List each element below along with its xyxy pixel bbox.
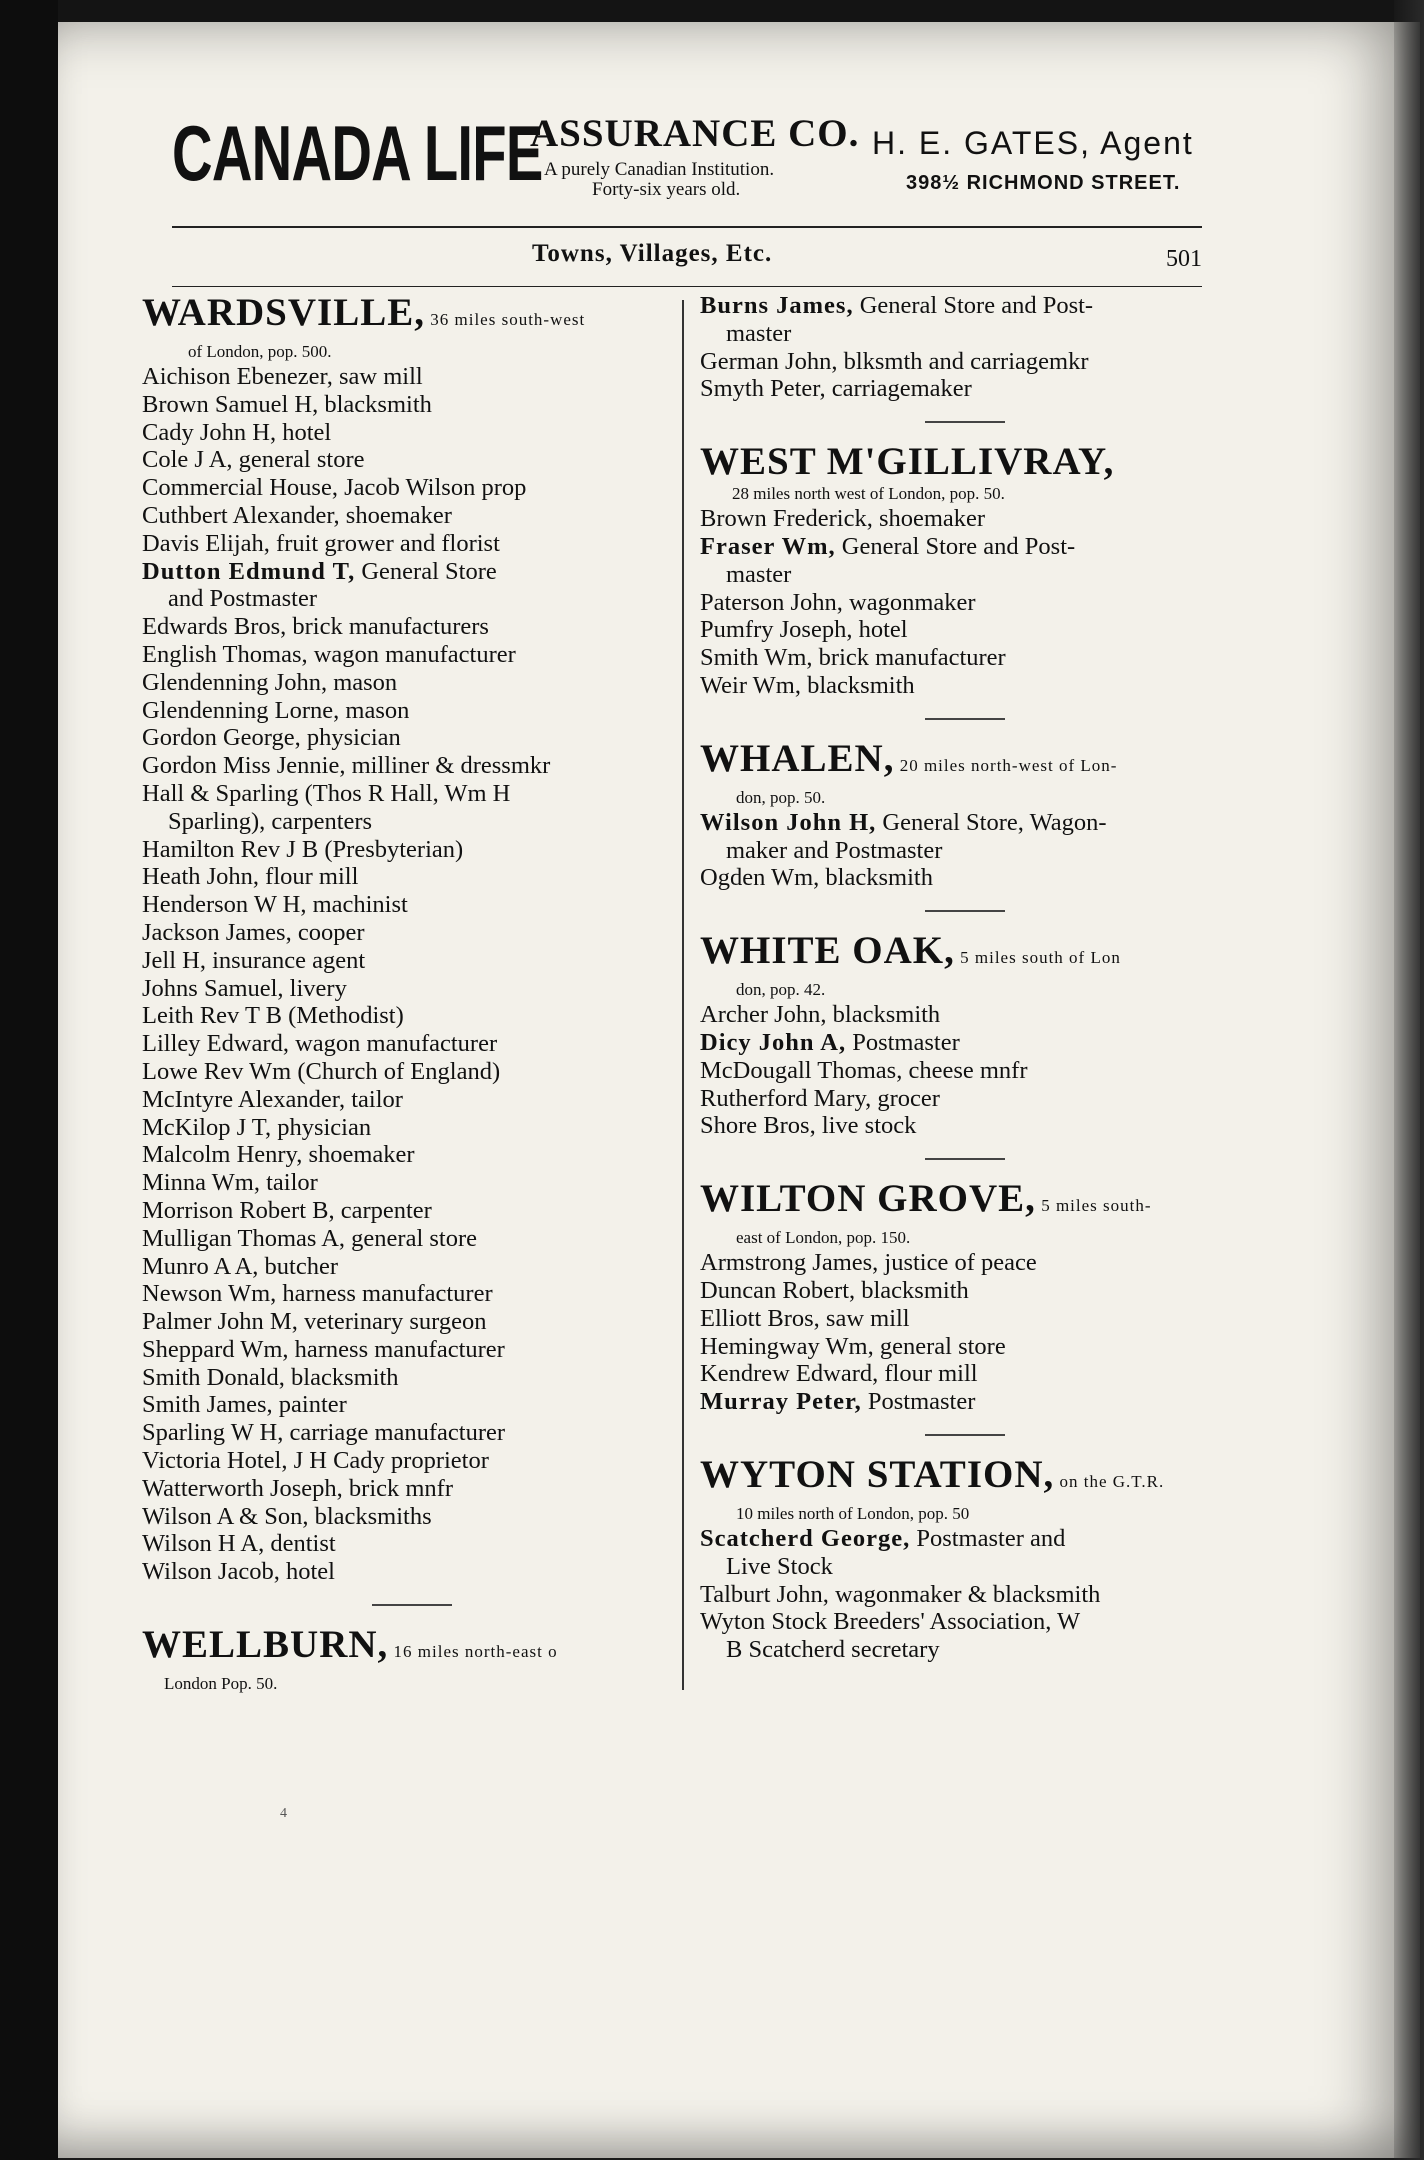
list-item-continuation: master xyxy=(726,319,792,347)
list-item: Smith Donald, blacksmith xyxy=(142,1363,399,1391)
list-item: Minna Wm, tailor xyxy=(142,1169,318,1197)
town-description: east of London, pop. 150. xyxy=(736,1228,911,1248)
list-item-postmaster: Wilson John H, General Store, Wagon- xyxy=(700,808,1107,836)
list-item-postmaster: Dutton Edmund T, General Store xyxy=(142,557,497,585)
list-item: Weir Wm, blacksmith xyxy=(700,671,915,699)
list-item: Lilley Edward, wagon manufacturer xyxy=(142,1030,498,1058)
list-item: Rutherford Mary, grocer xyxy=(700,1084,940,1112)
list-item: Wilson H A, dentist xyxy=(142,1530,336,1558)
list-item: Armstrong James, justice of peace xyxy=(700,1249,1037,1277)
list-item: Pumfry Joseph, hotel xyxy=(700,616,908,644)
canada-life-advertisement xyxy=(172,110,1202,200)
list-item-continuation: B Scatcherd secretary xyxy=(726,1636,940,1664)
list-item: Hamilton Rev J B (Presbyterian) xyxy=(142,835,464,863)
list-item: Commercial House, Jacob Wilson prop xyxy=(142,474,527,502)
scan-right-shadow xyxy=(1394,0,1424,2160)
list-item: Cuthbert Alexander, shoemaker xyxy=(142,501,452,529)
town-description: 10 miles north of London, pop. 50 xyxy=(736,1503,970,1523)
list-item: Jell H, insurance agent xyxy=(142,946,366,974)
ad-brand: CANADA LIFE xyxy=(172,109,543,197)
list-item: Munro A A, butcher xyxy=(142,1252,338,1280)
town-description: don, pop. 42. xyxy=(736,980,826,1000)
list-item: Wilson A & Son, blacksmiths xyxy=(142,1502,432,1530)
list-item: Morrison Robert B, carpenter xyxy=(142,1196,432,1224)
scan-left-edge xyxy=(0,0,58,2160)
section-separator xyxy=(925,910,1005,912)
ad-company: ASSURANCE CO. xyxy=(530,112,860,155)
list-item: Newson Wm, harness manufacturer xyxy=(142,1280,493,1308)
section-separator xyxy=(925,718,1005,720)
list-item-postmaster: Dicy John A, Postmaster xyxy=(700,1028,960,1056)
list-item: Johns Samuel, livery xyxy=(142,974,347,1002)
running-title: Towns, Villages, Etc. xyxy=(532,240,773,267)
list-item-postmaster: Murray Peter, Postmaster xyxy=(700,1388,976,1416)
list-item: Smith James, painter xyxy=(142,1391,347,1419)
entries-wardsville-1 xyxy=(142,363,682,558)
list-item: Henderson W H, machinist xyxy=(142,891,408,919)
list-item-continuation: and Postmaster xyxy=(168,585,318,613)
entries-wardsville-2 xyxy=(142,613,682,808)
list-item-continuation: master xyxy=(726,560,792,588)
list-item: McDougall Thomas, cheese mnfr xyxy=(700,1056,1028,1084)
page-number: 501 xyxy=(1166,246,1202,272)
town-description: London Pop. 50. xyxy=(164,1674,278,1694)
list-item: German John, blksmth and carriagemkr xyxy=(700,347,1089,375)
town-description: 28 miles north west of London, pop. 50. xyxy=(732,484,1005,504)
ad-tagline-1: A purely Canadian Institution. xyxy=(544,159,775,180)
list-item: Glendenning John, mason xyxy=(142,668,398,696)
list-item: Lowe Rev Wm (Church of England) xyxy=(142,1057,501,1085)
list-item: Glendenning Lorne, mason xyxy=(142,696,410,724)
list-item: Heath John, flour mill xyxy=(142,863,359,891)
list-item: Sheppard Wm, harness manufacturer xyxy=(142,1335,505,1363)
list-item: Victoria Hotel, J H Cady proprietor xyxy=(142,1447,489,1475)
list-item: McIntyre Alexander, tailor xyxy=(142,1085,403,1113)
list-item: Leith Rev T B (Methodist) xyxy=(142,1002,404,1030)
town-heading-wyton-station: WYTON STATION, on the G.T.R. xyxy=(700,1452,1165,1496)
list-item: Aichison Ebenezer, saw mill xyxy=(142,363,423,390)
list-item: Sparling W H, carriage manufacturer xyxy=(142,1419,506,1447)
list-item: Archer John, blacksmith xyxy=(700,1001,941,1029)
list-item: Edwards Bros, brick manufacturers xyxy=(142,613,489,641)
list-item: Gordon George, physician xyxy=(142,724,401,752)
town-heading-wilton-grove: WILTON GROVE, 5 miles south- xyxy=(700,1177,1152,1221)
list-item: Cole J A, general store xyxy=(142,446,365,474)
town-heading-wardsville: WARDSVILLE, 36 miles south-west xyxy=(142,291,586,334)
list-item: Davis Elijah, fruit grower and florist xyxy=(142,529,500,557)
section-separator xyxy=(925,421,1005,423)
list-item: Ogden Wm, blacksmith xyxy=(700,864,933,892)
list-item-continuation: maker and Postmaster xyxy=(726,836,943,864)
list-item: English Thomas, wagon manufacturer xyxy=(142,640,516,668)
list-item-postmaster: Burns James, General Store and Post- xyxy=(700,292,1094,319)
list-item: Hemingway Wm, general store xyxy=(700,1332,1006,1360)
list-item-continuation: Live Stock xyxy=(726,1552,833,1580)
list-item: Malcolm Henry, shoemaker xyxy=(142,1141,415,1169)
header-rule xyxy=(172,226,1202,228)
ad-agent: H. E. GATES, Agent xyxy=(872,125,1194,161)
list-item: Watterworth Joseph, brick mnfr xyxy=(142,1474,453,1502)
list-item: Shore Bros, live stock xyxy=(700,1112,917,1140)
list-item: Kendrew Edward, flour mill xyxy=(700,1360,978,1388)
list-item: Smith Wm, brick manufacturer xyxy=(700,644,1006,672)
list-item-postmaster: Scatcherd George, Postmaster and xyxy=(700,1524,1066,1552)
list-item: Jackson James, cooper xyxy=(142,918,365,946)
list-item: Elliott Bros, saw mill xyxy=(700,1304,910,1332)
stray-mark: 4 xyxy=(280,1806,287,1821)
list-item: Gordon Miss Jennie, milliner & dressmkr xyxy=(142,752,551,780)
town-description: of London, pop. 500. xyxy=(188,342,332,361)
list-item: Smyth Peter, carriagemaker xyxy=(700,375,972,403)
ad-address: 398½ RICHMOND STREET. xyxy=(906,172,1181,194)
column-divider xyxy=(682,300,684,1690)
list-item-continuation: Sparling), carpenters xyxy=(168,807,373,835)
list-item: Paterson John, wagonmaker xyxy=(700,588,976,616)
left-column xyxy=(142,292,682,1695)
list-item: Brown Samuel H, blacksmith xyxy=(142,390,432,418)
title-rule xyxy=(172,286,1202,287)
list-item: Hall & Sparling (Thos R Hall, Wm H xyxy=(142,779,511,807)
list-item: Cady John H, hotel xyxy=(142,418,332,446)
town-heading-west-mgillivray: WEST M'GILLIVRAY, xyxy=(700,440,1115,484)
town-heading-whalen: WHALEN, 20 miles north-west of Lon- xyxy=(700,736,1118,780)
list-item: Duncan Robert, blacksmith xyxy=(700,1276,969,1304)
town-heading-white-oak: WHITE OAK, 5 miles south of Lon xyxy=(700,929,1121,973)
list-item: McKilop J T, physician xyxy=(142,1113,372,1141)
list-item: Talburt John, wagonmaker & blacksmith xyxy=(700,1580,1101,1608)
ad-tagline-2: Forty-six years old. xyxy=(592,179,741,200)
town-heading-wellburn: WELLBURN, 16 miles north-east o xyxy=(142,1623,558,1667)
list-item: Palmer John M, veterinary surgeon xyxy=(142,1308,487,1336)
list-item: Mulligan Thomas A, general store xyxy=(142,1224,477,1252)
list-item: Wilson Jacob, hotel xyxy=(142,1558,335,1586)
list-item-postmaster: Fraser Wm, General Store and Post- xyxy=(700,532,1076,560)
list-item: Wyton Stock Breeders' Association, W xyxy=(700,1608,1081,1636)
list-item: Brown Frederick, shoemaker xyxy=(700,505,986,533)
town-description: don, pop. 50. xyxy=(736,787,826,807)
section-separator xyxy=(925,1434,1005,1436)
section-separator xyxy=(925,1158,1005,1160)
section-separator xyxy=(372,1604,452,1606)
entries-wardsville-3 xyxy=(142,836,682,1587)
right-column xyxy=(700,292,1230,1664)
